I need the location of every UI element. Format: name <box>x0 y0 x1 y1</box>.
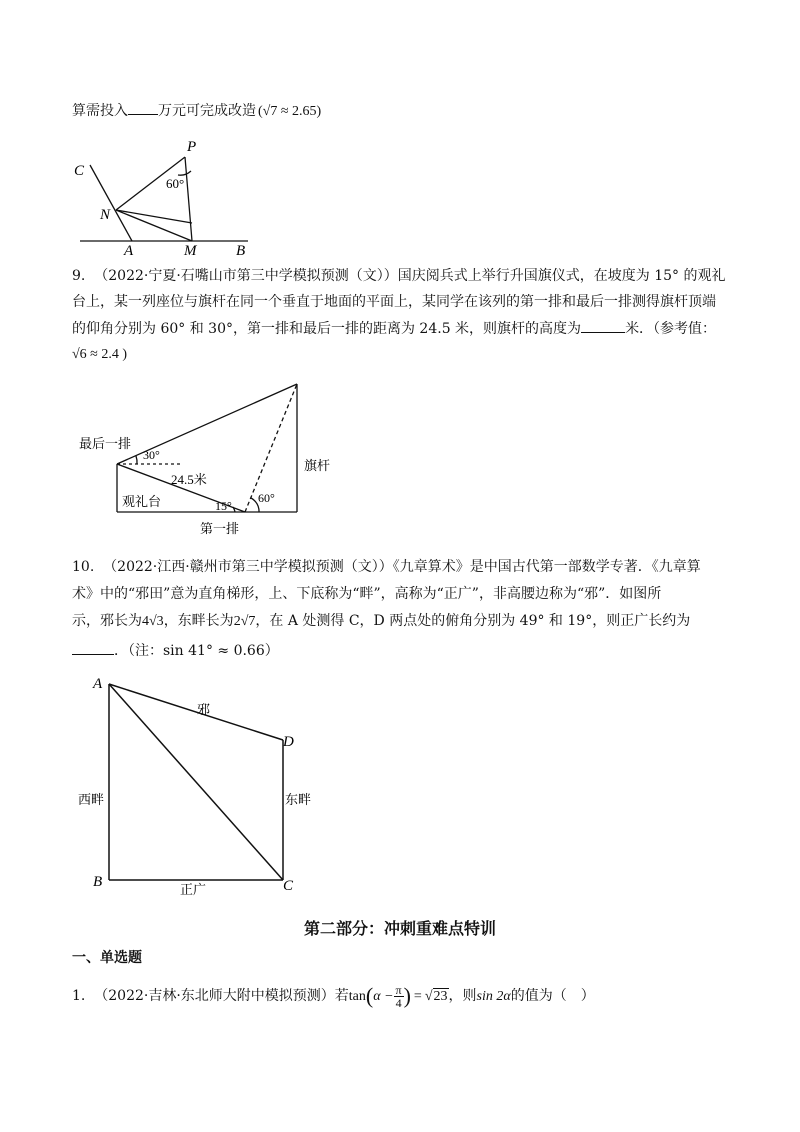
q9-text-3a: 的仰角分别为 60° 和 30°，第一排和最后一排的距离为 24.5 米，则旗杆的高度为 <box>72 321 582 337</box>
q10-text-4: ．（注：sin 41° ≈ 0.66） <box>114 643 279 659</box>
label-B: B <box>236 243 246 255</box>
q1-four: 4 <box>395 995 402 1010</box>
q1-sqrt: √23 <box>424 989 448 1004</box>
label-B: B <box>93 874 103 890</box>
label-platform: 观礼台 <box>122 494 162 509</box>
figure-10 <box>75 668 315 898</box>
q10-line-1 <box>72 557 701 577</box>
q1-tan: tan <box>348 989 366 1004</box>
label-A: A <box>93 676 103 692</box>
label-flagpole: 旗杆 <box>304 458 331 473</box>
q9-line-4: √6 ≈ 2.4 ) <box>72 347 128 362</box>
label-first-row: 第一排 <box>200 521 240 536</box>
q9-text-1: （2022·宁夏·石嘴山市第三中学模拟预测（文））国庆阅兵式上举行升国旗仪式，在坡度为 15° 的观礼 <box>94 268 726 284</box>
label-west: 西畔 <box>78 792 105 807</box>
q1-then: ，则 <box>448 988 477 1004</box>
q10-line-4 <box>72 640 279 661</box>
q1-number: 1. <box>72 988 86 1004</box>
label-P: P <box>187 139 197 155</box>
q10-east-length: 2√7 <box>233 614 256 629</box>
q9-line-1 <box>72 266 726 286</box>
label-height: 正广 <box>180 882 207 897</box>
figure-9 <box>75 378 375 543</box>
label-last-row: 最后一排 <box>79 436 132 451</box>
q1-tail: 的值为（ ） <box>510 988 595 1004</box>
label-N: N <box>100 207 111 223</box>
q1-sin2a: sin 2α <box>476 989 511 1004</box>
section-1-title: 一、单选题 <box>72 950 142 966</box>
label-angle-15: 15° <box>215 499 232 513</box>
label-angle-60: 60° <box>166 176 185 191</box>
answer-blank <box>72 640 114 655</box>
q8-tail-line <box>72 100 321 122</box>
answer-blank <box>128 100 158 115</box>
label-A: A <box>124 243 134 255</box>
label-M: M <box>184 243 197 255</box>
q1-sqrt23: 23 <box>433 989 448 1004</box>
q10-text-3e: ，在 A 处测得 C，D 两点处的俯角分别为 49° 和 19°，则正广长约为 <box>255 613 691 629</box>
q1-eq: = <box>413 989 422 1004</box>
q1-source: （2022·吉林·东北师大附中模拟预测）若 <box>94 988 349 1004</box>
label-angle-60: 60° <box>258 491 275 505</box>
q9-text-3b: 米．（参考值： <box>625 321 717 337</box>
part-2-title: 第二部分：冲刺重难点特训 <box>303 919 496 938</box>
q1-pi: π <box>395 982 402 997</box>
q10-slant-length: 4√3 <box>142 614 164 629</box>
q10-line-3 <box>72 611 690 632</box>
q9-number: 9. <box>72 268 86 284</box>
figure-8 <box>60 135 260 255</box>
q10-line-2: 术》中的“邪田”意为直角梯形，上、下底称为“畔”，高称为“正广”，非高腰边称为“邪”．如图所 <box>72 586 662 602</box>
q10-text-1: （2022·江西·赣州市第三中学模拟预测（文））《九章算术》是中国古代第一部数学专著．《九章算 <box>103 559 701 575</box>
q9-line-3 <box>72 318 716 339</box>
q1-alpha-minus: α − <box>373 989 394 1004</box>
q10-text-3c: ，东畔长为 <box>163 613 234 629</box>
q1-line: 1. （2022·吉林·东北师大附中模拟预测）若tan(α − $\frac{\pi}{4}$ ) = √23，则sin 2α的值为（ ） <box>72 982 595 1010</box>
q10-text-3a: 示，邪长为 <box>72 613 142 629</box>
label-C: C <box>74 163 85 179</box>
label-C: C <box>283 878 294 894</box>
q8-tail-text: 算需投入 <box>72 103 128 119</box>
q10-number: 10. <box>72 559 95 575</box>
label-D: D <box>283 734 294 750</box>
answer-blank <box>581 318 625 333</box>
q8-tail-after: 万元可完成改造 <box>158 103 256 119</box>
q8-tail-note: (√7 ≈ 2.65) <box>258 104 322 119</box>
q1-fraction <box>394 984 404 1009</box>
label-east: 东畔 <box>285 792 312 807</box>
label-distance: 24.5米 <box>171 472 207 487</box>
label-angle-30: 30° <box>143 448 160 462</box>
q9-line-2: 台上，某一列座位与旗杆在同一个垂直于地面的平面上，某同学在该列的第一排和最后一排测得旗杆顶端 <box>72 294 716 310</box>
label-slant: 邪 <box>197 702 211 717</box>
